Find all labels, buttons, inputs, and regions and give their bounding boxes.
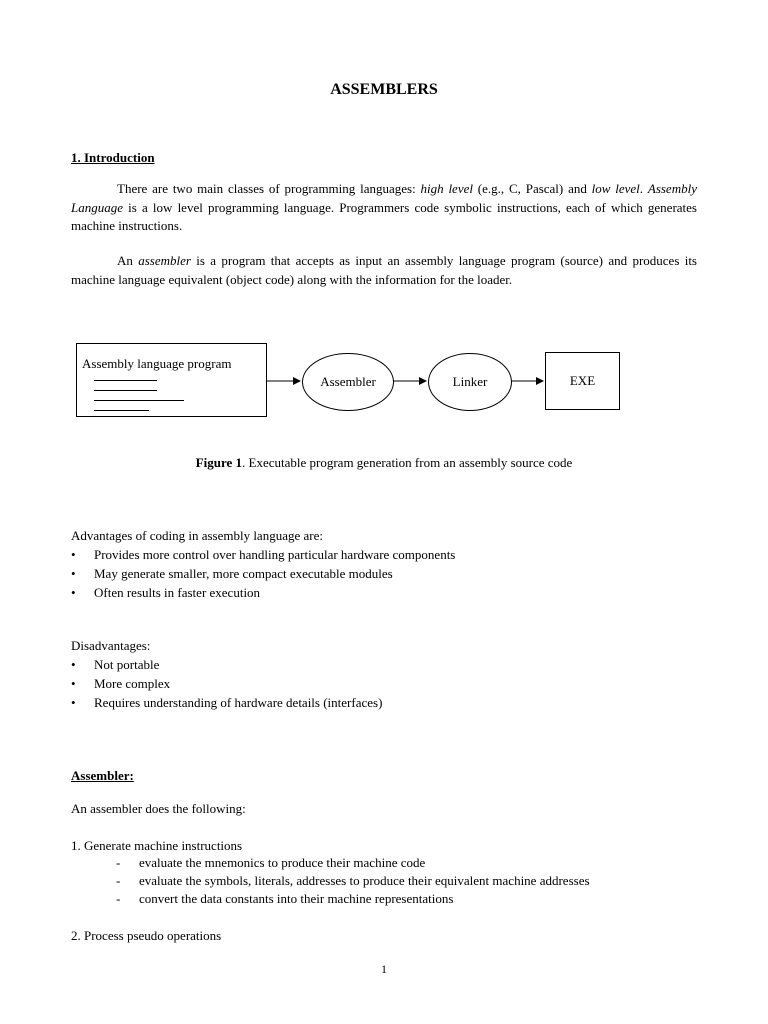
page-title: ASSEMBLERS [330, 81, 438, 98]
source-program-label: Assembly language program [82, 356, 232, 371]
step-1: 1. Generate machine instructions [71, 838, 243, 853]
advantages-intro: Advantages of coding in assembly language are: [71, 528, 323, 543]
disadvantages-intro: Disadvantages: [71, 638, 151, 653]
list-item: - evaluate the symbols, literals, addresses to produce their equivalent machine addresses [116, 873, 590, 888]
section-heading-assembler: Assembler: [71, 768, 134, 783]
section-heading-introduction: 1. Introduction [71, 150, 155, 165]
linker-node: Linker [428, 353, 512, 411]
list-item: • Not portable [71, 657, 160, 672]
list-item: - convert the data constants into their machine representations [116, 891, 454, 906]
list-item: • More complex [71, 676, 171, 691]
list-item: • Requires understanding of hardware details (interfaces) [71, 695, 383, 710]
assembler-intro: An assembler does the following: [71, 801, 246, 816]
list-item: • Often results in faster execution [71, 585, 261, 600]
list-item: - evaluate the mnemonics to produce their machine code [116, 855, 426, 870]
intro-paragraph-2: An assembler is a program that accepts as input an assembly language program (source) and produces its machine language equivalent (object code) along with the information for the loader. [71, 253, 697, 287]
assembler-node: Assembler [302, 353, 394, 411]
list-item: • Provides more control over handling particular hardware components [71, 547, 456, 562]
exe-node: EXE [545, 352, 620, 410]
step-2: 2. Process pseudo operations [71, 928, 222, 943]
intro-paragraph-1: There are two main classes of programming languages: high level (e.g., C, Pascal) and low level. Assembly Language is a low level programming language. Programmers code symbolic instructions, each of which generates machine instructions. [71, 181, 697, 233]
figure-caption: Figure 1. Executable program generation from an assembly source code [195, 455, 573, 470]
list-item: • May generate smaller, more compact executable modules [71, 566, 393, 581]
page-number: 1 [381, 962, 387, 976]
